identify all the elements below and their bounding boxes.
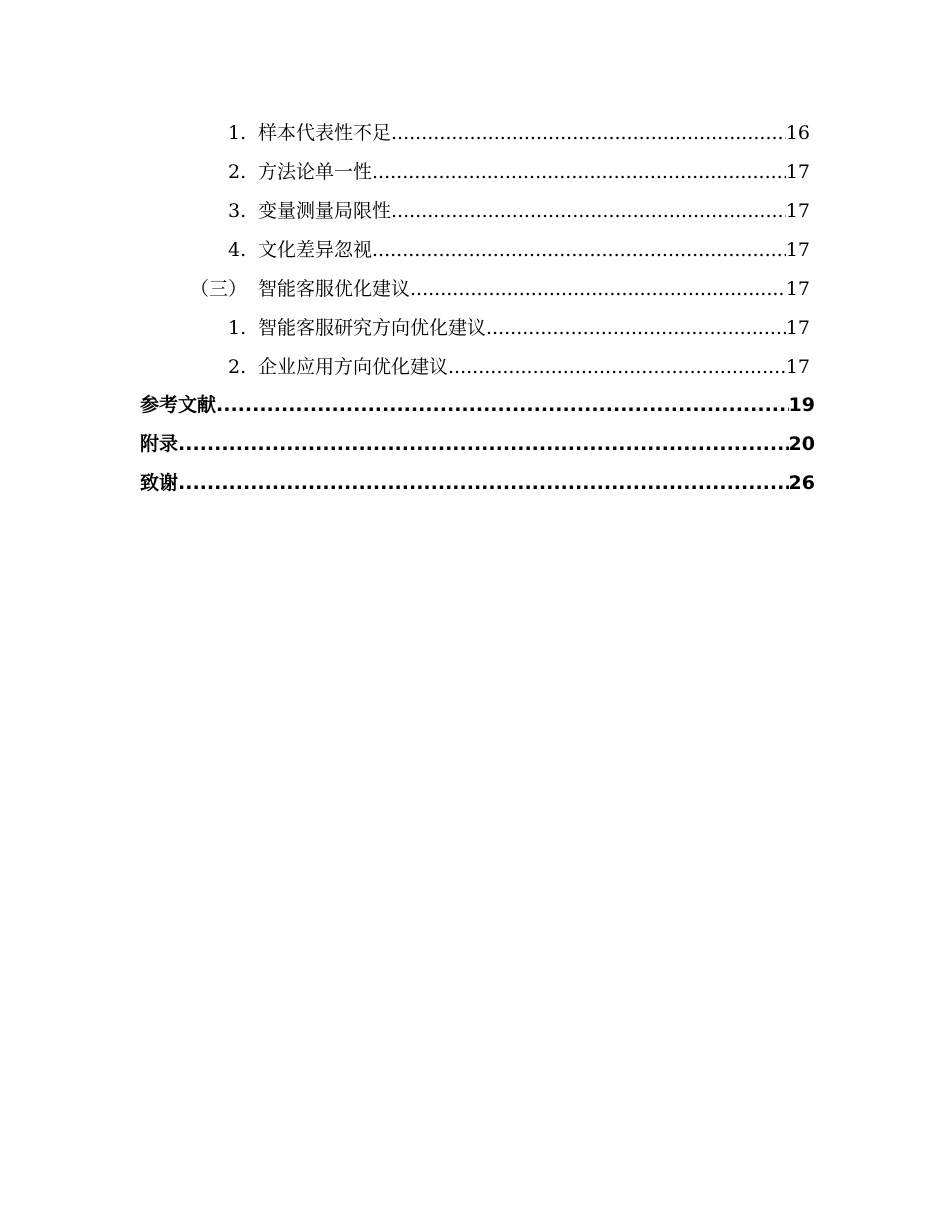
toc-entry-page: 17 (785, 239, 810, 261)
dot-leader (216, 390, 789, 420)
toc-entry-appendix[interactable] (140, 429, 815, 459)
toc-entry-sample-representativeness[interactable] (228, 118, 810, 148)
toc-entry-page: 17 (785, 356, 810, 378)
toc-entry-cultural-difference[interactable] (228, 235, 810, 265)
toc-entry-number: 2. (228, 161, 247, 183)
toc-entry-number: （三） (190, 278, 248, 300)
dot-leader (372, 157, 786, 187)
toc-entry-number: 1. (228, 122, 247, 144)
dot-leader (391, 118, 786, 148)
toc-entry-number: 1. (228, 317, 247, 339)
toc-entry-number: 4. (228, 239, 247, 261)
toc-entry-page: 26 (788, 472, 815, 494)
toc-entry-page: 19 (788, 394, 815, 416)
toc-entry-title: 致谢 (140, 472, 179, 494)
dot-leader (448, 352, 786, 382)
dot-leader (178, 429, 789, 459)
toc-entry-title: 附录 (140, 433, 179, 455)
toc-entry-optimization-suggestions[interactable] (190, 274, 810, 304)
toc-entry-page: 17 (785, 161, 810, 183)
toc-entry-title: 文化差异忽视 (258, 239, 373, 261)
dot-leader (372, 235, 786, 265)
toc-entry-acknowledgements[interactable] (140, 468, 815, 498)
toc-entry-title: 参考文献 (140, 394, 217, 416)
dot-leader (486, 313, 786, 343)
toc-entry-number: 2. (228, 356, 247, 378)
toc-entry-page: 17 (785, 278, 810, 300)
toc-entry-page: 17 (785, 200, 810, 222)
dot-leader (410, 274, 786, 304)
toc-entry-title: 智能客服研究方向优化建议 (258, 317, 487, 339)
toc-entry-title: 样本代表性不足 (258, 122, 392, 144)
toc-entry-page: 17 (785, 317, 810, 339)
toc-entry-number: 3. (228, 200, 247, 222)
toc-entry-references[interactable] (140, 390, 815, 420)
toc-entry-title: 智能客服优化建议 (258, 278, 411, 300)
toc-entry-title: 变量测量局限性 (258, 200, 392, 222)
toc-entry-variable-measurement[interactable] (228, 196, 810, 226)
toc-entry-enterprise-application[interactable] (228, 352, 810, 382)
dot-leader (391, 196, 786, 226)
toc-entry-methodology[interactable] (228, 157, 810, 187)
dot-leader (178, 468, 789, 498)
toc-entry-research-direction[interactable] (228, 313, 810, 343)
toc-entry-page: 20 (788, 433, 815, 455)
toc-entry-title: 企业应用方向优化建议 (258, 356, 449, 378)
toc-entry-title: 方法论单一性 (258, 161, 373, 183)
toc-entry-page: 16 (785, 122, 810, 144)
